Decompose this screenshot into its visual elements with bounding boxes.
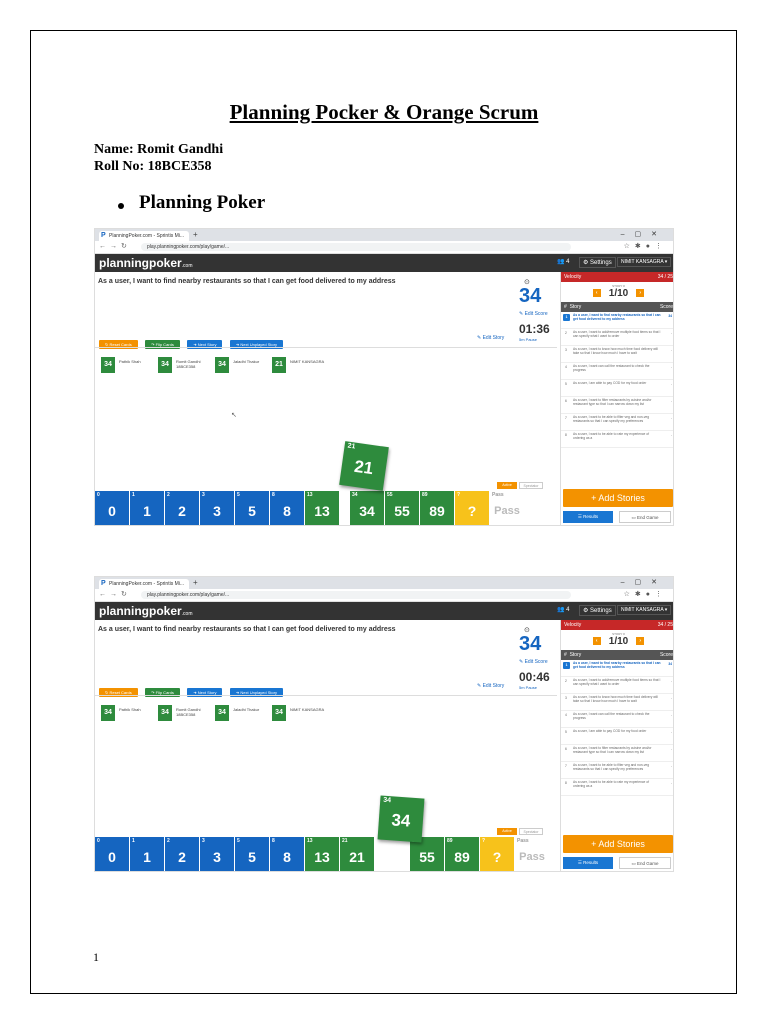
story-score-value: -	[670, 433, 672, 437]
story-number: 4	[565, 365, 567, 369]
deck-card-value: 1	[143, 503, 151, 519]
deck-card[interactable]	[385, 491, 419, 525]
deck-card-value: 3	[213, 849, 221, 865]
next-story-button[interactable]: ➜ Next Story	[187, 340, 222, 349]
deck-card-value: 5	[248, 849, 256, 865]
end-game-button[interactable]: ▭ End Game	[619, 857, 671, 869]
end-game-button[interactable]: ▭ End Game	[619, 511, 671, 523]
player-name: Pathik Shah	[119, 707, 141, 712]
deck-card-corner: 89	[447, 838, 453, 844]
story-number: 5	[565, 730, 567, 734]
deck-card-value: 89	[429, 503, 445, 519]
deck-card[interactable]	[305, 837, 339, 871]
deck-card[interactable]	[455, 491, 489, 525]
nav-arrows-icon[interactable]: ←→↻	[99, 591, 131, 598]
deck-card[interactable]	[235, 491, 269, 525]
app-header	[95, 254, 673, 272]
story-score: 34	[519, 633, 542, 655]
story-list-item[interactable]	[561, 745, 674, 762]
results-button[interactable]: ☰ Results	[563, 857, 613, 869]
timer-controls[interactable]: 5m Pause	[519, 337, 538, 342]
deck-card-value: 21	[349, 849, 365, 865]
url-field[interactable]: play.planningpoker.com/play/game/...	[141, 591, 571, 599]
spectator-tag[interactable]: Spectator	[519, 828, 543, 835]
app-header	[95, 602, 673, 620]
deck-card-value: 1	[143, 849, 151, 865]
player-vote-card: 34	[158, 705, 172, 721]
player-card	[215, 357, 272, 373]
story-list-item[interactable]	[561, 363, 674, 380]
story-text: As a user, I want to add/remove multiple food items so that I can specify what I want to order	[573, 330, 661, 338]
player-name: Jaladhi Thakur	[233, 359, 260, 364]
story-list-item[interactable]	[561, 694, 674, 711]
player-card	[215, 705, 272, 721]
story-text: As a user, I want to add/remove multiple food items so that I can specify what I want to order	[573, 678, 661, 686]
spectator-tag[interactable]: Spectator	[519, 482, 543, 489]
favicon-icon: P	[101, 580, 106, 587]
story-list-item[interactable]	[561, 380, 674, 397]
deck-card-value: 34	[359, 503, 375, 519]
player-vote-card: 34	[101, 357, 115, 373]
story-number: 8	[565, 433, 567, 437]
deck-card[interactable]	[350, 491, 384, 525]
story-text: As a user, I want to find nearby restaurants so that I can get food delivered to my address	[573, 661, 661, 669]
deck-card-corner: ?	[482, 838, 486, 844]
deck-card[interactable]	[490, 491, 524, 525]
browser-tab-strip	[95, 577, 673, 589]
story-text: As a user, I want to be able to filter veg and non-veg restaurants so that I can specify my preferences	[573, 763, 650, 771]
story-text: As a user, I want to be able to rate my experience of ordering as a	[573, 432, 650, 440]
story-list-item[interactable]	[561, 414, 674, 431]
players-list	[101, 357, 329, 375]
player-card	[101, 705, 158, 721]
player-card	[272, 705, 329, 721]
played-card: 34 34	[378, 796, 425, 843]
mouse-cursor-icon: ↖	[231, 412, 237, 419]
story-list-item[interactable]	[561, 779, 674, 796]
story-number: 2	[565, 679, 567, 683]
deck-card-value: 3	[213, 503, 221, 519]
deck-card[interactable]	[130, 837, 164, 871]
nav-arrows-icon[interactable]: ←→↻	[99, 243, 131, 250]
story-text: As a user, I want to find nearby restaurants so that I can get food delivered to my address	[573, 313, 661, 321]
flip-cards-button[interactable]: ↷ Flip Cards	[145, 340, 180, 349]
deck-card-corner: 89	[422, 492, 428, 498]
deck-card-value: 13	[314, 503, 330, 519]
reset-cards-button[interactable]: ↻ Reset Cards	[99, 340, 138, 349]
extension-icons[interactable]: ☆✱●⋮	[623, 243, 667, 250]
deck-card-corner: 2	[167, 838, 170, 844]
results-button[interactable]: ☰ Results	[563, 511, 613, 523]
favicon-icon: P	[101, 232, 106, 239]
deck-card[interactable]	[165, 837, 199, 871]
deck-card-corner: 8	[272, 838, 275, 844]
app-logo[interactable]: planningpoker.com	[99, 256, 193, 270]
address-bar-row	[95, 589, 673, 602]
story-text: As a user, I want to filter restaurants by cuisine and/or restaurant type so that I can narrow down my list	[573, 746, 652, 754]
story-navigator: ‹ 1/10 ›	[561, 636, 674, 648]
window-controls[interactable]: –▢✕	[620, 231, 667, 238]
players-list	[101, 705, 329, 723]
deck-card-value: 55	[419, 849, 435, 865]
story-text: As a user, I am able to pay COD for my food order	[573, 381, 647, 385]
story-number: 3	[565, 696, 567, 700]
player-name: NIMIT KANSAGRA	[290, 707, 325, 712]
page-number: 1	[93, 950, 99, 964]
app-logo[interactable]: planningpoker.com	[99, 604, 193, 618]
deck-card[interactable]	[165, 491, 199, 525]
prev-story-button[interactable]: ‹	[593, 289, 601, 297]
story-number: 2	[565, 331, 567, 335]
document-title: Planning Pocker & Orange Scrum	[229, 100, 539, 124]
story-number: 7	[565, 416, 567, 420]
deck-card[interactable]	[270, 837, 304, 871]
current-story: As a user, I want to find nearby restaurants so that I can get food delivered to my address	[98, 626, 396, 633]
action-buttons	[99, 681, 286, 695]
story-score-value: 34	[668, 662, 672, 666]
player-vote-card: 34	[215, 705, 229, 721]
story-list	[561, 660, 674, 796]
bullet-dot	[118, 203, 124, 209]
story-list-header: # Story Score	[561, 302, 674, 312]
story-number: 1	[563, 662, 570, 669]
story-number: 7	[565, 764, 567, 768]
user-menu[interactable]: NIMIT KANSAGRA ▾	[617, 257, 671, 267]
story-text: As a user, I want to be able to filter veg and non-veg restaurants so that I can specify my preferences	[573, 415, 650, 423]
deck-card-corner: 3	[202, 492, 205, 498]
browser-tab[interactable]: P PlanningPoker.com - Sprintis Mi...	[99, 579, 189, 589]
user-menu[interactable]: NIMIT KANSAGRA ▾	[617, 605, 671, 615]
deck-card-corner: 1	[132, 492, 135, 498]
story-list-header: # Story Score	[561, 650, 674, 660]
story-score: 34	[519, 285, 542, 307]
settings-button[interactable]: ⚙ Settings	[579, 605, 616, 616]
extension-icons[interactable]: ☆✱●⋮	[623, 591, 667, 598]
story-score-value: -	[670, 348, 672, 352]
deck-card[interactable]	[200, 491, 234, 525]
action-buttons	[99, 333, 286, 347]
deck-card[interactable]	[270, 491, 304, 525]
add-stories-button[interactable]: + Add Stories	[563, 489, 673, 507]
played-card: 21 21	[339, 441, 389, 491]
story-list-item[interactable]	[561, 711, 674, 728]
timer: 01:36	[519, 322, 550, 336]
story-score-value: -	[670, 399, 672, 403]
story-score-value: -	[670, 416, 672, 420]
deck-card-corner: 3	[202, 838, 205, 844]
story-number-label: STORY #	[612, 284, 625, 288]
deck-card-corner: 5	[237, 492, 240, 498]
roll-number: Roll No: 18BCE358	[94, 159, 212, 174]
reset-cards-button[interactable]: ↻ Reset Cards	[99, 688, 138, 697]
deck-card-value: 8	[283, 849, 291, 865]
deck-card-corner: 34	[352, 492, 358, 498]
deck-card-value: 89	[454, 849, 470, 865]
story-number: 8	[565, 781, 567, 785]
deck-card[interactable]	[305, 491, 339, 525]
deck-card-corner: 0	[97, 838, 100, 844]
deck-card-corner: 55	[387, 492, 393, 498]
story-number: 3	[565, 348, 567, 352]
deck-card-corner: ?	[457, 492, 461, 498]
deck-card-value: 13	[314, 849, 330, 865]
settings-button[interactable]: ⚙ Settings	[579, 257, 616, 268]
story-score-value: -	[670, 331, 672, 335]
player-vote-card: 34	[101, 705, 115, 721]
timer-icon: ⊙	[524, 279, 530, 286]
deck-card[interactable]	[130, 491, 164, 525]
story-number: 5	[565, 382, 567, 386]
story-score-value: -	[670, 730, 672, 734]
story-text: As a user, I want to filter restaurants by cuisine and/or restaurant type so that I can narrow down my list	[573, 398, 652, 406]
add-stories-button[interactable]: + Add Stories	[563, 835, 673, 853]
planning-poker-screenshot-1	[94, 228, 674, 526]
browser-tab-strip	[95, 229, 673, 241]
story-number-label: STORY #	[612, 632, 625, 636]
card-deck	[95, 491, 560, 525]
story-text: As a user, I am able to pay COD for my food order	[573, 729, 647, 733]
deck-card-value: ?	[492, 849, 502, 865]
deck-card[interactable]	[95, 837, 129, 871]
timer-controls[interactable]: 5m Pause	[519, 685, 538, 690]
story-number: 1	[563, 314, 570, 321]
story-list-item[interactable]	[561, 346, 674, 363]
deck-card-value: Pass	[494, 505, 520, 517]
deck-card-value: 55	[394, 503, 410, 519]
deck-card[interactable]	[200, 837, 234, 871]
player-vote-card: 34	[272, 705, 286, 721]
player-card	[158, 357, 215, 373]
story-score-value: -	[670, 713, 672, 717]
new-tab-icon[interactable]: +	[193, 230, 198, 239]
story-list	[561, 312, 674, 448]
story-text: As a user, I want can call the restaurant to check the progress	[573, 364, 650, 372]
deck-card-corner: 13	[307, 838, 313, 844]
deck-card[interactable]	[95, 491, 129, 525]
player-name: Romit Gandhi 18BCE358	[176, 359, 201, 369]
edit-story-link[interactable]: ✎ Edit Story	[477, 683, 505, 689]
deck-card-corner: 1	[132, 838, 135, 844]
story-score-value: -	[670, 696, 672, 700]
player-card	[158, 705, 215, 721]
story-score-value: -	[670, 781, 672, 785]
divider	[95, 347, 557, 348]
player-name: Pathik Shah	[119, 359, 141, 364]
new-tab-icon[interactable]: +	[193, 578, 198, 587]
deck-card-value: 0	[108, 849, 116, 865]
deck-card-value: 8	[283, 503, 291, 519]
story-list-item[interactable]	[561, 660, 674, 677]
people-count[interactable]: 👥 4	[557, 259, 570, 265]
deck-card-value: 2	[178, 849, 186, 865]
player-name: Romit Gandhi 18BCE358	[176, 707, 201, 717]
section-heading: Planning Poker	[139, 192, 266, 213]
story-score-value: 34	[668, 314, 672, 318]
deck-card[interactable]	[480, 837, 514, 871]
player-vote-card: 34	[158, 357, 172, 373]
divider	[95, 695, 557, 696]
url-field[interactable]: play.planningpoker.com/play/game/...	[141, 243, 571, 251]
edit-score-link[interactable]: ✎ Edit Score	[519, 311, 548, 317]
deck-card[interactable]	[515, 837, 549, 871]
address-bar-row	[95, 241, 673, 254]
active-tag[interactable]: Active	[497, 828, 517, 835]
story-text: As a user, I want to be able to rate my experience of ordering as a	[573, 780, 650, 788]
player-card	[272, 357, 329, 373]
current-story: As a user, I want to find nearby restaurants so that I can get food delivered to my address	[98, 278, 396, 285]
story-score-value: -	[670, 679, 672, 683]
deck-card-value: 0	[108, 503, 116, 519]
timer: 00:46	[519, 670, 550, 684]
timer-icon: ⊙	[524, 627, 530, 634]
velocity-bar: Velocity 34 / 25	[561, 272, 674, 282]
stories-sidebar	[560, 272, 674, 525]
player-card	[101, 357, 158, 373]
velocity-bar: Velocity 34 / 25	[561, 620, 674, 630]
deck-card-corner: 5	[237, 838, 240, 844]
planning-poker-screenshot-2	[94, 576, 674, 872]
story-score-value: -	[670, 747, 672, 751]
deck-card-value: ?	[467, 503, 477, 519]
player-name: NIMIT KANSAGRA	[290, 359, 325, 364]
story-navigator: ‹ 1/10 ›	[561, 288, 674, 300]
deck-card-value: Pass	[519, 851, 545, 863]
story-list-item[interactable]	[561, 397, 674, 414]
story-text: As a user, I want to know how much time food delivery will take so that I know how much I have to wait	[573, 695, 658, 703]
active-tag[interactable]: Active	[497, 482, 517, 489]
browser-tab[interactable]: P PlanningPoker.com - Sprintis Mi...	[99, 231, 189, 241]
prev-story-button[interactable]: ‹	[593, 637, 601, 645]
deck-card-value: 5	[248, 503, 256, 519]
deck-card-corner: 2	[167, 492, 170, 498]
deck-card-value: 2	[178, 503, 186, 519]
story-list-item[interactable]	[561, 728, 674, 745]
deck-card-corner: 8	[272, 492, 275, 498]
deck-card-corner: Pass	[517, 838, 529, 844]
deck-card[interactable]	[235, 837, 269, 871]
people-count[interactable]: 👥 4	[557, 607, 570, 613]
player-name: Jaladhi Thakur	[233, 707, 260, 712]
next-story-arrow-button[interactable]: ›	[636, 289, 644, 297]
deck-card-corner: 21	[342, 838, 348, 844]
next-story-button[interactable]: ➜ Next Story	[187, 688, 222, 697]
edit-story-link[interactable]: ✎ Edit Story	[477, 335, 505, 341]
card-deck	[95, 837, 560, 871]
story-score-value: -	[670, 764, 672, 768]
story-score-value: -	[670, 365, 672, 369]
deck-card[interactable]	[445, 837, 479, 871]
next-unplayed-story-button[interactable]: ➜ Next Unplayed Story	[230, 688, 283, 697]
story-score-value: -	[670, 382, 672, 386]
story-list-item[interactable]	[561, 329, 674, 346]
flip-cards-button[interactable]: ↷ Flip Cards	[145, 688, 180, 697]
story-number: 6	[565, 747, 567, 751]
edit-score-link[interactable]: ✎ Edit Score	[519, 659, 548, 665]
next-story-arrow-button[interactable]: ›	[636, 637, 644, 645]
story-list-item[interactable]	[561, 677, 674, 694]
student-name: Name: Romit Gandhi	[94, 142, 224, 157]
deck-card-corner: Pass	[492, 492, 504, 498]
deck-card[interactable]	[420, 491, 454, 525]
player-vote-card: 21	[272, 357, 286, 373]
story-text: As a user, I want can call the restaurant to check the progress	[573, 712, 650, 720]
player-vote-card: 34	[215, 357, 229, 373]
story-text: As a user, I want to know how much time food delivery will take so that I know how much I have to wait	[573, 347, 658, 355]
window-controls[interactable]: –▢✕	[620, 579, 667, 586]
deck-card[interactable]	[340, 837, 374, 871]
story-list-item[interactable]	[561, 762, 674, 779]
next-unplayed-story-button[interactable]: ➜ Next Unplayed Story	[230, 340, 283, 349]
story-list-item[interactable]	[561, 431, 674, 448]
story-number: 4	[565, 713, 567, 717]
story-list-item[interactable]	[561, 312, 674, 329]
stories-sidebar	[560, 620, 674, 871]
deck-card-corner: 13	[307, 492, 313, 498]
story-number: 6	[565, 399, 567, 403]
deck-card-corner: 0	[97, 492, 100, 498]
